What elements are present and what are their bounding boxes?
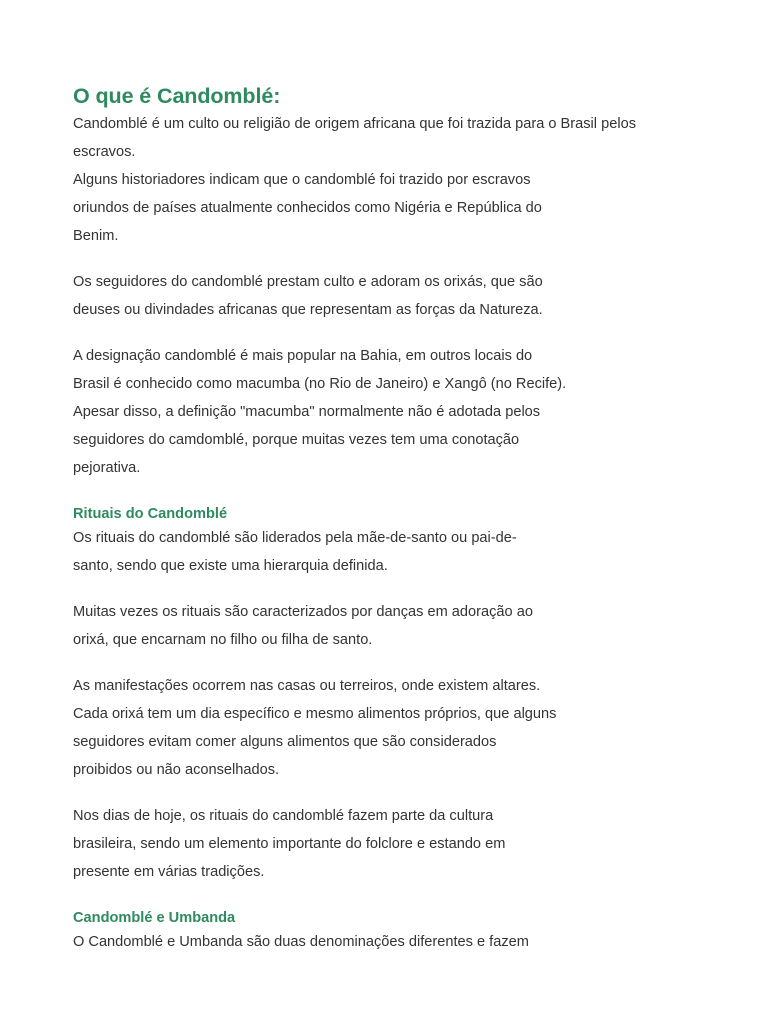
- intro-paragraph-1: Candomblé é um culto ou religião de origem africana que foi trazida para o Brasil pelos escravos.: [73, 116, 636, 160]
- umbanda-paragraph-1: O Candomblé e Umbanda são duas denominações diferentes e fazem: [73, 934, 529, 950]
- page-title: O que é Candomblé:: [73, 84, 281, 108]
- section-heading-rituais: Rituais do Candomblé: [73, 506, 228, 522]
- intro-paragraph-2: Alguns historiadores indicam que o candomblé foi trazido por escravos oriundos de países atualmente conhecidos como Nigéria e República do Benim.: [73, 172, 542, 244]
- rituais-paragraph-1: Os rituais do candomblé são liderados pela mãe-de-santo ou pai-de-santo, sendo que existe uma hierarquia definida.: [73, 530, 517, 574]
- section-heading-umbanda: Candomblé e Umbanda: [73, 910, 236, 926]
- intro-paragraph-3: Os seguidores do candomblé prestam culto e adoram os orixás, que são deuses ou divindades africanas que representam as forças da Natureza.: [73, 274, 543, 318]
- article: [73, 82, 673, 956]
- rituais-paragraph-3: As manifestações ocorrem nas casas ou terreiros, onde existem altares. Cada orixá tem um dia específico e mesmo alimentos próprios, que alguns seguidores evitam comer alguns alimentos que são considerados proibidos ou não aconselhados.: [73, 678, 557, 778]
- intro-paragraph-4: A designação candomblé é mais popular na Bahia, em outros locais do Brasil é conhecido como macumba (no Rio de Janeiro) e Xangô (no Recife). Apesar disso, a definição "macumba" normalmente não é adotada pelos seguidores do camdomblé, porque muitas vezes tem uma conotação pejorativa.: [73, 348, 567, 476]
- rituais-paragraph-2: Muitas vezes os rituais são caracterizados por danças em adoração ao orixá, que encarnam no filho ou filha de santo.: [73, 604, 533, 648]
- rituais-paragraph-4: Nos dias de hoje, os rituais do candomblé fazem parte da cultura brasileira, sendo um elemento importante do folclore e estando em presente em várias tradições.: [73, 808, 506, 880]
